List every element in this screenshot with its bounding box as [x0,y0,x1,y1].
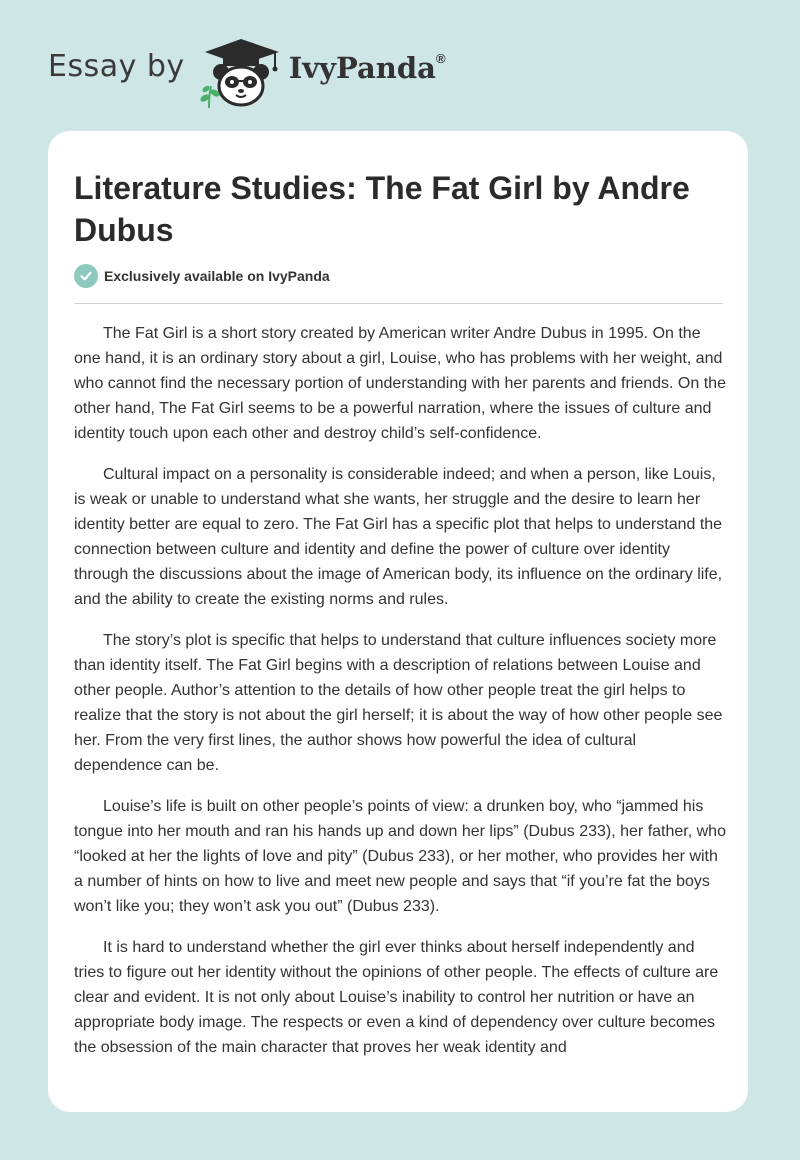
exclusive-badge-label: Exclusively available on IvyPanda [104,268,330,284]
paragraph-1: The Fat Girl is a short story created by American writer Andre Dubus in 1995. On the one hand, it is an ordinary story about a girl, Louise, who has problems with her weight, and who cannot find the necessary portion of understanding with her parents and friends. On the other hand, The Fat Girl seems to be a powerful narration, where the issues of culture and identity touch upon each other and destroy child’s self-confidence. [74,325,726,442]
site-header [48,36,446,108]
essay-title: Literature Studies: The Fat Girl by Andre Dubus [74,170,690,248]
paragraph-4: Louise’s life is built on other people’s points of view: a drunken boy, who “jammed his tongue into her mouth and ran his hands up and down her lips” (Dubus 233), her father, who “looked at her the lights of love and pity” (Dubus 233), or her mother, who provides her with a number of hints on how to live and meet new people and says that “if you’re fat the boys won’t like you; they won’t ask you out” (Dubus 233). [74,798,726,915]
registered-mark: ® [435,51,446,67]
panda-graduate-icon[interactable] [195,36,287,108]
essay-body [74,321,726,1076]
paragraph-5: It is hard to understand whether the girl ever thinks about herself independently and tries to figure out her identity without the opinions of other people. The effects of culture are clear and evident. It is not only about Louise’s inability to control her nutrition or have an appropriate body image. The respects or even a kind of dependency over culture becomes the obsession of the main character that proves her weak identity and [74,939,719,1056]
essay-card [48,131,748,1112]
paragraph-3: The story’s plot is specific that helps to understand that culture influences society more than identity itself. The Fat Girl begins with a description of relations between Louise and other people. Author’s attention to the details of how other people treat the girl helps to realize that the story is not about the girl herself; it is about the way of how other people see her. From the very first lines, the author shows how powerful the idea of cultural dependence can be. [74,632,723,774]
divider [74,303,723,304]
exclusive-badge [74,264,330,288]
essay-by-label: Essay by [48,48,185,84]
check-circle-icon [74,264,98,288]
brand-name[interactable] [289,51,446,85]
brand-text[interactable]: IvyPanda [288,51,436,85]
paragraph-2: Cultural impact on a personality is considerable indeed; and when a person, like Louis, is weak or unable to understand what she wants, her struggle and the desire to learn her identity better are equal to zero. The Fat Girl has a specific plot that helps to understand the connection between culture and identity and define the power of culture over identity through the discussions about the image of American body, its influence on the ordinary life, and the ability to create the existing norms and rules. [74,466,723,608]
